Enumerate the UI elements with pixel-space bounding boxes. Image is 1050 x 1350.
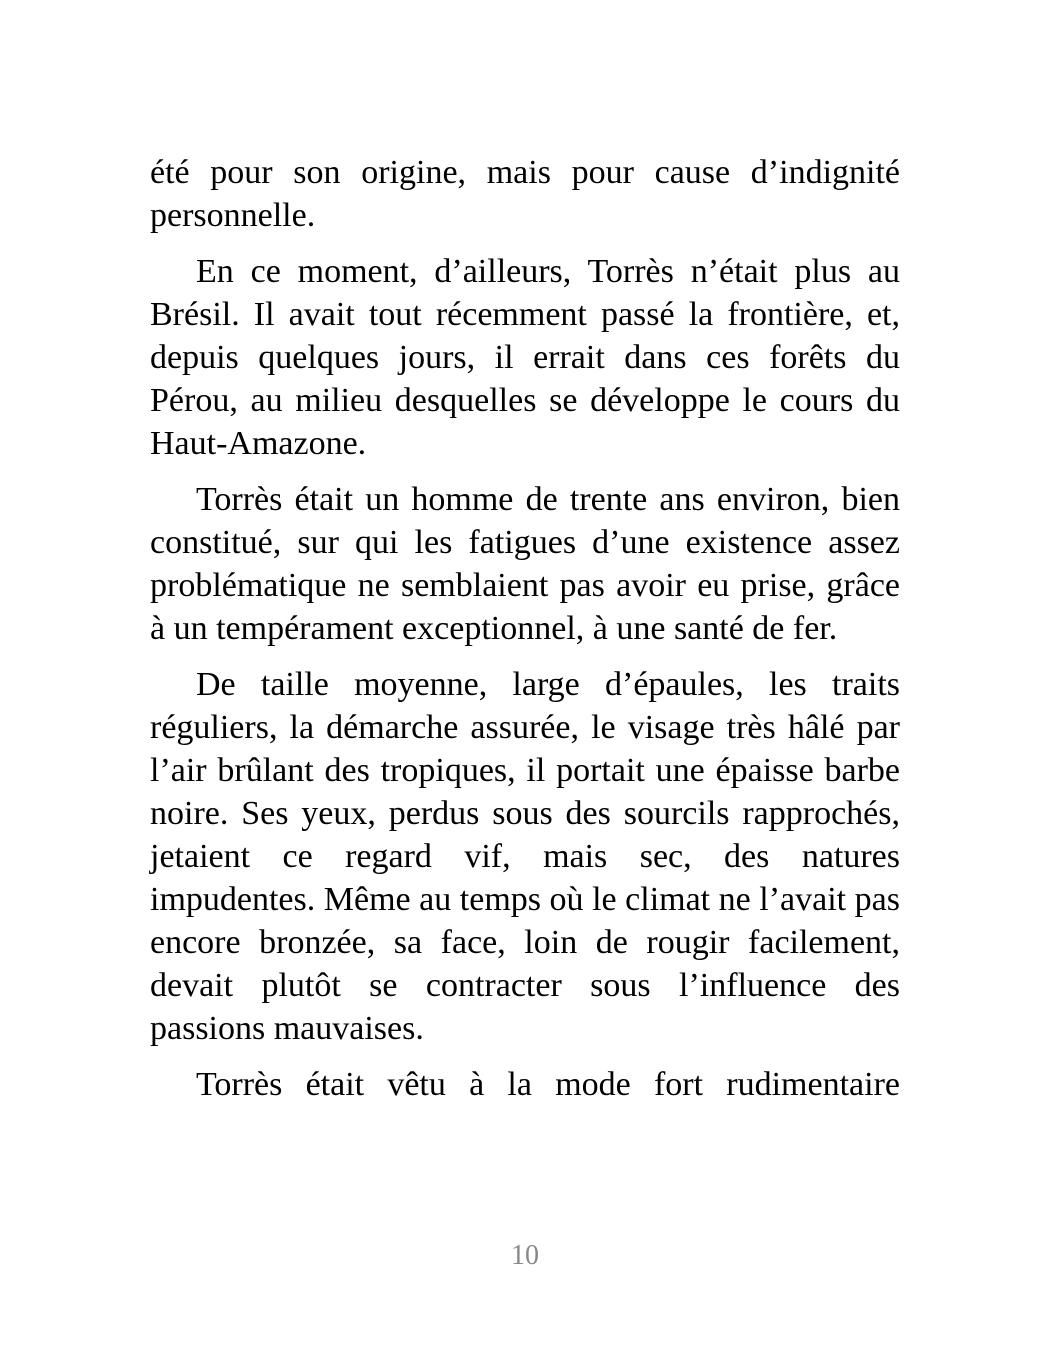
paragraph-continuation: été pour son origine, mais pour cause d’indignité personnelle. — [150, 154, 900, 234]
paragraph-torres-location: En ce moment, d’ailleurs, Torrès n’était plus au Brésil. Il avait tout récemment passé la frontière, et, depuis quelques jours, il errait dans ces forêts du Pérou, au milieu desquelles se développe le cours du Haut-Amazone. — [150, 253, 900, 462]
paragraph-torres-age: Torrès était un homme de trente ans environ, bien constitué, sur qui les fatigues d’une existence assez problématique ne semblaient pas avoir eu prise, grâce à un tempérament exceptionnel, à une santé de fer. — [150, 481, 900, 647]
paragraph-torres-clothing: Torrès était vêtu à la mode fort rudimentaire — [196, 1066, 900, 1103]
page-body — [150, 151, 900, 1119]
paragraph-torres-appearance: De taille moyenne, large d’épaules, les traits réguliers, la démarche assurée, le visage très hâlé par l’air brûlant des tropiques, il portait une épaisse barbe noire. Ses yeux, perdus sous des sourcils rapprochés, jetaient ce regard vif, mais sec, des natures impudentes. Même au temps où le climat ne l’avait pas encore bronzée, sa face, loin de rougir facilement, devait plutôt se contracter sous l’influence des passions mauvaises. — [150, 666, 900, 1047]
page-number: 10 — [511, 1240, 539, 1271]
